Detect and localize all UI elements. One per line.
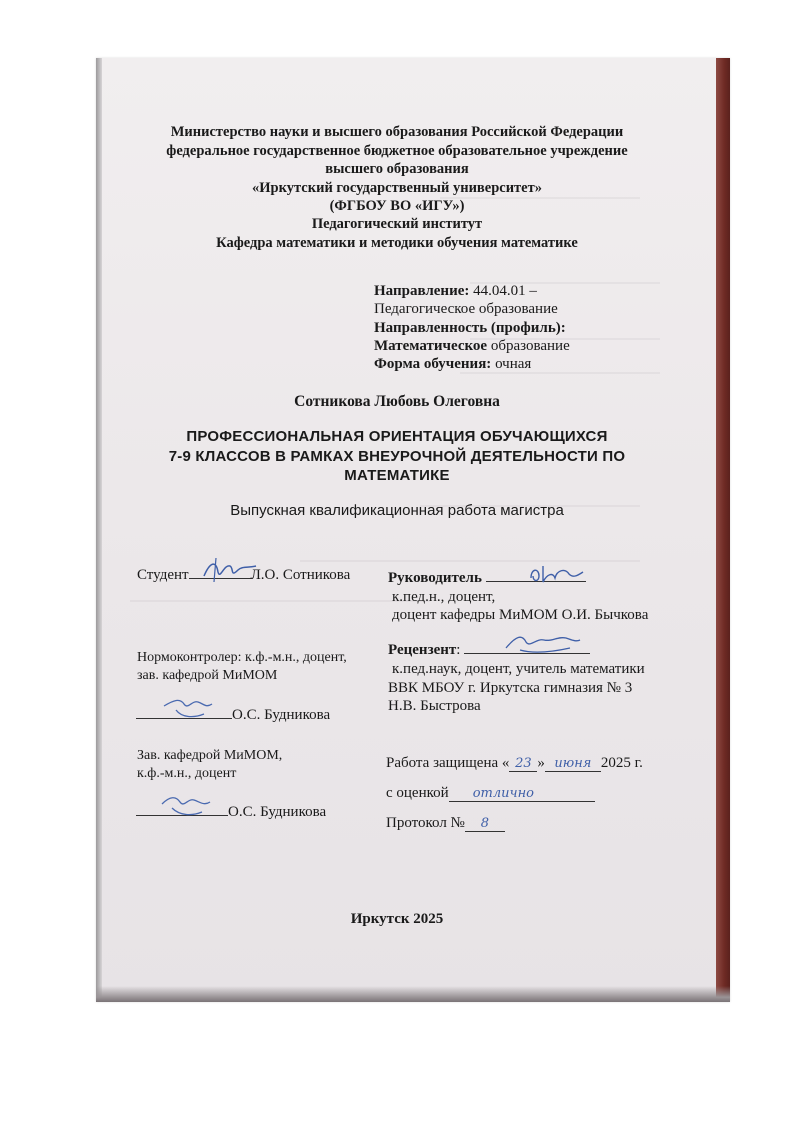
study-form-line <box>374 356 531 373</box>
reviewer-workplace: ВВК МБОУ г. Иркутска гимназия № 3 <box>388 680 633 696</box>
normcontroller-signature-icon <box>160 692 216 722</box>
defense-date-line <box>386 755 643 772</box>
study-form-label: Форма обучения: <box>374 356 492 372</box>
university-abbrev: (ФГБОУ ВО «ИГУ») <box>329 198 465 214</box>
defense-year: 2025 г. <box>600 755 643 771</box>
defense-mid: » <box>537 755 545 771</box>
defense-prefix: Работа защищена « <box>386 755 510 771</box>
title-line-3: МАТЕМАТИКЕ <box>344 467 450 484</box>
direction-label: Направление: <box>374 283 470 299</box>
university-name: «Иркутский государственный университет» <box>252 180 542 196</box>
grade-value: отлично <box>449 786 595 802</box>
supervisor-label: Руководитель <box>388 570 482 586</box>
show-through-line <box>300 560 640 562</box>
reviewer-colon: : <box>456 642 461 658</box>
protocol-number: 8 <box>465 816 505 832</box>
head-title: Зав. кафедрой МиМОМ, <box>137 748 283 763</box>
profile-value-bold: Математическое <box>374 338 488 354</box>
head-signature-icon <box>158 790 214 820</box>
supervisor-position: доцент кафедры МиМОМ О.И. Бычкова <box>392 607 649 623</box>
normcontroller-name: О.С. Будникова <box>232 707 331 723</box>
head-degree: к.ф.-м.н., доцент <box>137 766 237 781</box>
title-line-1: ПРОФЕССИОНАЛЬНАЯ ОРИЕНТАЦИЯ ОБУЧАЮЩИХСЯ <box>186 428 608 445</box>
profile-line <box>374 338 570 355</box>
protocol-line <box>386 815 505 832</box>
protocol-label: Протокол № <box>386 815 465 831</box>
direction-code: 44.04.01 – <box>469 283 537 299</box>
city-year: Иркутск 2025 <box>350 911 444 927</box>
grade-line <box>386 785 595 802</box>
direction-line <box>374 283 537 300</box>
study-form-value: очная <box>491 356 532 372</box>
normcontroller-title: Нормоконтролер: к.ф.-м.н., доцент, <box>137 650 347 665</box>
institution-type-line: федеральное государственное бюджетное образовательное учреждение <box>166 143 628 159</box>
head-name: О.С. Будникова <box>228 804 327 820</box>
student-signature-icon <box>200 556 260 584</box>
grade-label: с оценкой <box>386 785 449 801</box>
institute-name: Педагогический институт <box>311 216 483 232</box>
show-through-line <box>130 600 430 602</box>
defense-month: июня <box>545 756 601 772</box>
ministry-line: Министерство науки и высшего образования Российской Федерации <box>170 124 624 140</box>
page-bottom-shadow <box>96 986 730 1002</box>
profile-label: Направленность (профиль): <box>374 320 566 336</box>
supervisor-signature-icon <box>525 562 585 586</box>
student-name: Л.О. Сотникова <box>250 567 351 583</box>
institution-type-line-2: высшего образования <box>325 161 469 177</box>
reviewer-label: Рецензент <box>388 642 457 658</box>
normcontroller-position: зав. кафедрой МиМОМ <box>137 668 278 683</box>
direction-name: Педагогическое образование <box>374 301 558 317</box>
defense-day: 23 <box>509 756 537 772</box>
author-name: Сотникова Любовь Олеговна <box>294 393 500 410</box>
profile-value: образование <box>487 338 570 354</box>
reviewer-signature-icon <box>500 630 584 658</box>
title-line-2: 7-9 КЛАССОВ В РАМКАХ ВНЕУРОЧНОЙ ДЕЯТЕЛЬНОСТИ ПО <box>168 448 626 465</box>
student-label: Студент <box>137 567 189 583</box>
department-name: Кафедра математики и методики обучения математике <box>216 235 578 251</box>
work-type: Выпускная квалификационная работа магистра <box>230 502 564 519</box>
supervisor-degree: к.пед.н., доцент, <box>392 589 496 605</box>
reviewer-name: Н.В. Быстрова <box>388 698 481 714</box>
reviewer-degree: к.пед.наук, доцент, учитель математики <box>392 661 645 677</box>
